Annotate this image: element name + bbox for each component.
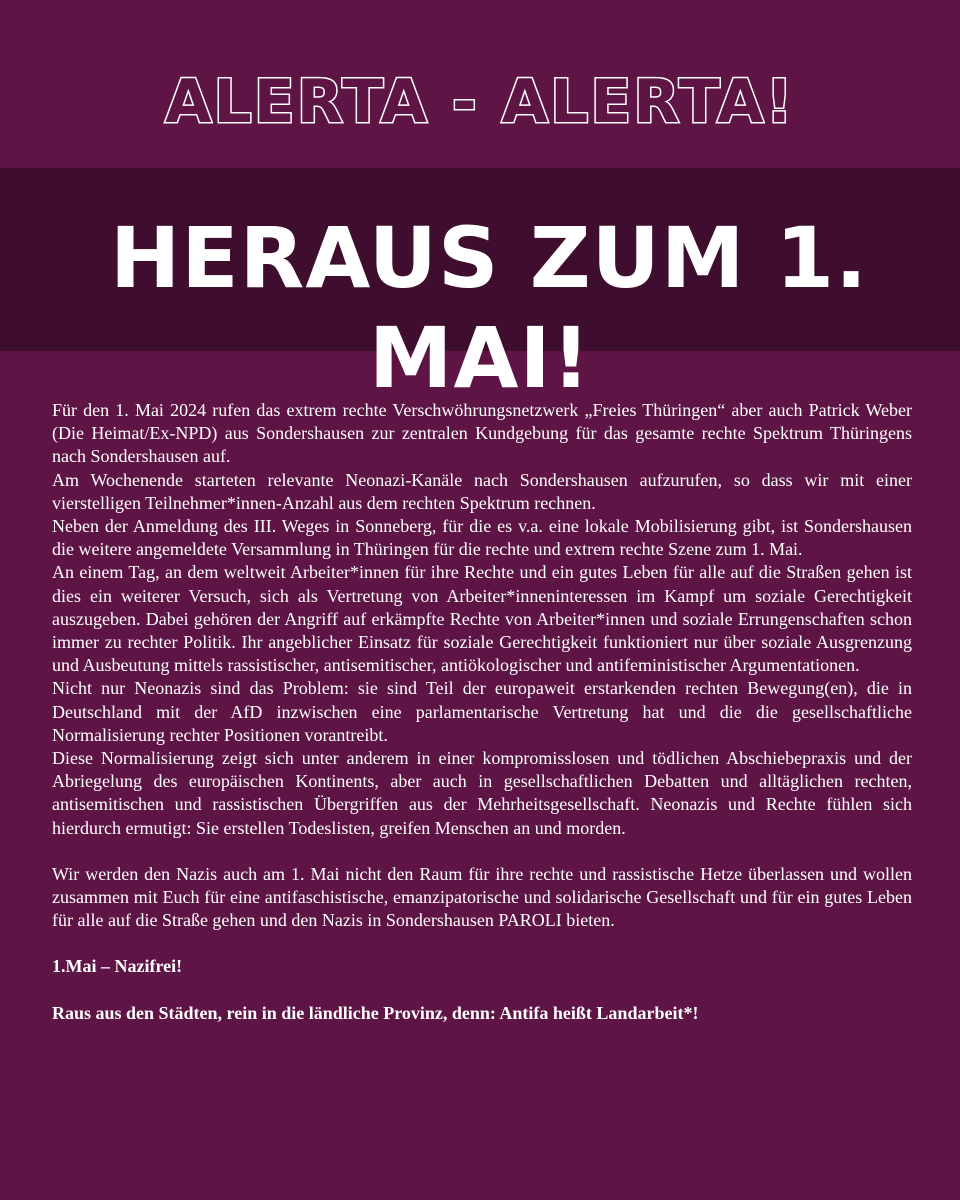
slogan-nazifrei: 1.Mai – Nazifrei!: [52, 956, 183, 977]
paragraph-sonneberg: Neben der Anmeldung des III. Weges in Sonneberg, für die es v.a. eine lokale Mobilisierung gibt, ist Sondershausen die weitere angemeldete Versammlung in Thüringen für die rechte und extrem rechte Szene zum 1. Mai.: [52, 516, 912, 560]
paragraph-normalization: Diese Normalisierung zeigt sich unter anderem in einer kompromisslosen und tödlichen Abschiebepraxis und der Abriegelung des europäischen Kontinents, aber auch in gesellschaftlichen Debatten und alltäglichen rechten, antisemitischen und rassistischen Übergriffen aus der Mehrheitsgesellschaft. Neonazis und Rechte fühlen sich hierdurch ermutigt: Sie erstellen Todeslisten, greifen Menschen an und morden.: [52, 748, 912, 838]
article-body: [52, 399, 912, 1025]
paragraph-call-to-action: Wir werden den Nazis auch am 1. Mai nicht den Raum für ihre rechte und rassistische Hetze überlassen und wollen zusammen mit Euch für eine antifaschistische, emanzipatorische und solidarische Gesellschaft und für ein gutes Leben für alle auf die Straße gehen und den Nazis in Sondershausen PAROLI bieten.: [52, 863, 912, 931]
paragraph-spacer: [52, 840, 912, 863]
page-title: HERAUS ZUM 1. MAI!: [109, 209, 869, 407]
paragraph-workers-day: An einem Tag, an dem weltweit Arbeiter*innen für ihre Rechte und ein gutes Leben für alle auf die Straßen gehen ist dies ein weiterer Versuch, sich als Vertretung von Arbeiter*inneninteressen im Kampf um soziale Gerechtigkeit auszugeben. Dabei gehören der Angriff auf erkämpfte Rechte von Arbeiter*innen und soziale Errungenschaften schon immer zu rechter Politik. Ihr angeblicher Einsatz für soziale Gerechtigkeit funktioniert nur über soziale Ausgrenzung und Ausbeutung mittels rassistischer, antisemitischer, antiökologischer und antifeministischer Argumentationen.: [52, 562, 912, 676]
paragraph-spacer: [52, 979, 912, 1002]
slogan-landarbeit: Raus aus den Städten, rein in die ländliche Provinz, denn: Antifa heißt Landarbeit*!: [52, 1002, 699, 1023]
paragraph-mobilization: Am Wochenende starteten relevante Neonazi-Kanäle nach Sondershausen aufzurufen, so dass wir mit einer vierstelligen Teilnehmer*innen-Anzahl aus dem rechten Spektrum rechnen.: [52, 469, 912, 513]
alerta-heading: ALERTA - ALERTA!: [165, 67, 795, 137]
paragraph-spacer: [52, 932, 912, 955]
paragraph-afd: Nicht nur Neonazis sind das Problem: sie sind Teil der europaweit erstarkenden rechten Bewegung(en), die in Deutschland mit der AfD inzwischen eine parlamentarische Vertretung hat und die die gesellschaftliche Normalisierung rechter Positionen vorantreibt.: [52, 678, 912, 745]
paragraph-intro: Für den 1. Mai 2024 rufen das extrem rechte Verschwöhrungsnetzwerk „Freies Thüringen“ aber auch Patrick Weber (Die Heimat/Ex-NPD) aus Sondershausen zur zentralen Kundgebung für das gesamte rechte Spektrum Thüringens nach Sondershausen auf.: [52, 400, 912, 467]
title-banner: [0, 168, 960, 407]
